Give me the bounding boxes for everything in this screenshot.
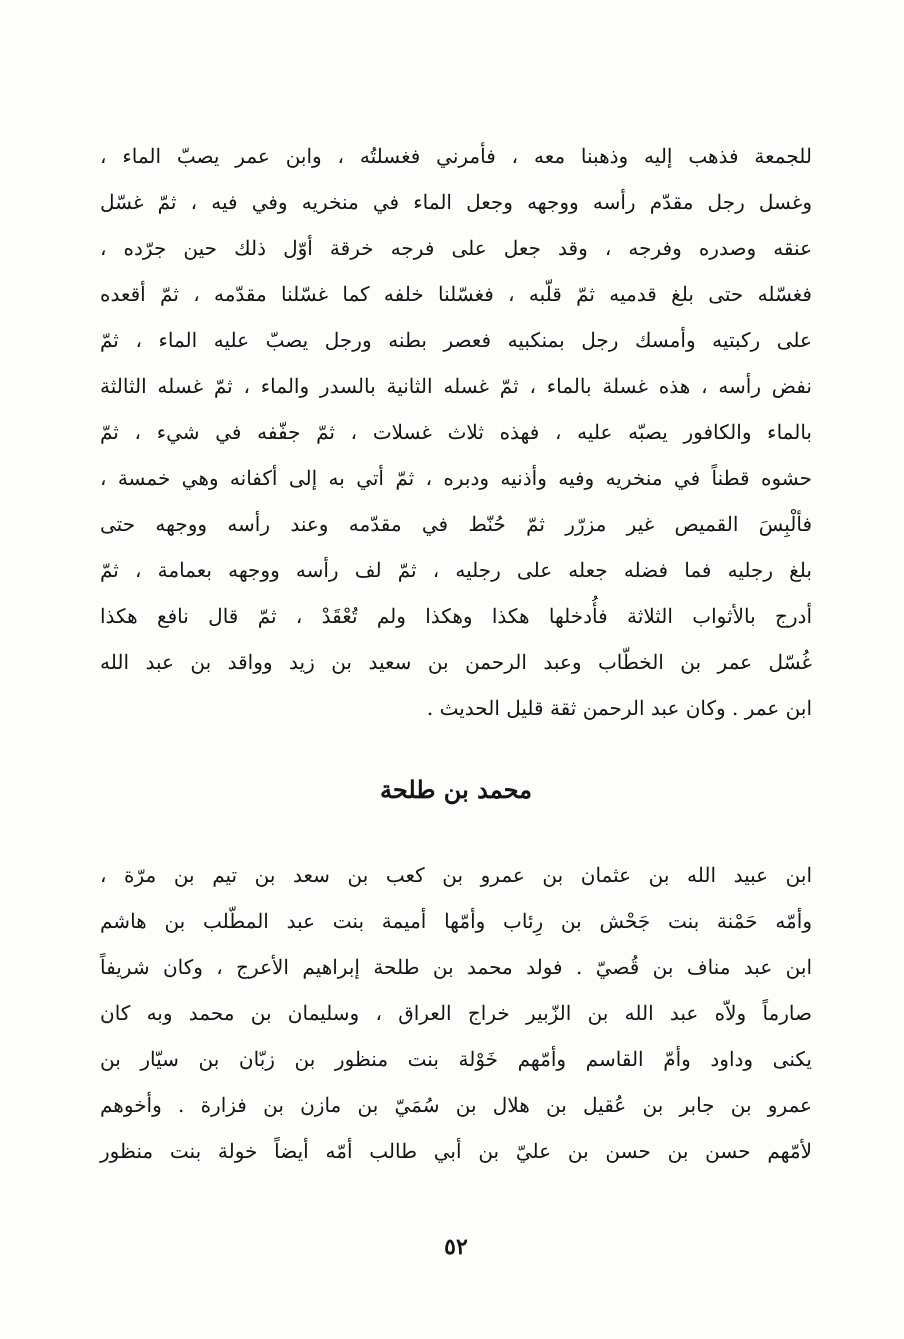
text-line: ابن عبيد الله بن عثمان بن عمرو بن كعب بن سعد بن تيم بن مرّة ،	[100, 863, 812, 887]
text-line: ابن عمر . وكان عبد الرحمن ثقة قليل الحديث .	[426, 696, 812, 720]
text-line: فغسّله حتى بلغ قدميه ثمّ قلّبه ، فغسّلنا خلفه كما غسّلنا مقدّمه ، ثمّ أقعده	[100, 282, 812, 306]
text-line: بلغ رجليه فما فضله جعله على رجليه ، ثمّ لف رأسه ووجهه بعمامة ، ثمّ	[100, 558, 812, 582]
text-line: وأمّه حَمْنة بنت جَحْش بن رِئاب وأمّها أميمة بنت عبد المطّلب بن هاشم	[100, 909, 812, 933]
text-line: وغسل رجل مقدّم رأسه ووجهه وجعل الماء في منخريه وفي فيه ، ثمّ غسّل	[100, 190, 812, 214]
text-line: يكنى وداود وأمّ القاسم وأمّهم خَوْلة بنت منظور بن زبّان بن سيّار بن	[100, 1047, 812, 1071]
text-line: على ركبتيه وأمسك رجل بمنكبيه فعصر بطنه ورجل يصبّ عليه الماء ، ثمّ	[100, 328, 812, 352]
section-heading: محمد بن طلحة	[380, 775, 532, 804]
text-line: غُسّل عمر بن الخطّاب وعبد الرحمن بن سعيد بن زيد وواقد بن عبد الله	[100, 650, 812, 674]
text-line: أدرج بالأثواب الثلاثة فأُدخلها هكذا وهكذا ولم تُعْقَدْ ، ثمّ قال نافع هكذا	[100, 604, 812, 628]
text-line: صارماً ولاّه عبد الله بن الزّبير خراج العراق ، وسليمان بن محمد وبه كان	[100, 1001, 812, 1025]
text-line: بالماء والكافور يصبّه عليه ، فهذه ثلاث غسلات ، ثمّ جفّفه في شيء ، ثمّ	[100, 420, 812, 444]
text-line: عمرو بن جابر بن عُقيل بن هلال بن سُمَيّ بن مازن بن فزارة . وأخوهم	[100, 1093, 812, 1117]
page-number: ٥٢	[444, 1234, 468, 1260]
text-line: فألْبِسَ القميص غير مزرّر ثمّ حُنّط في مقدّمه وعند رأسه ووجهه حتى	[100, 512, 812, 536]
text-line: نفض رأسه ، هذه غسلة بالماء ، ثمّ غسله الثانية بالسدر والماء ، ثمّ غسله الثالثة	[100, 374, 812, 398]
text-line: للجمعة فذهب إليه وذهبنا معه ، فأمرني فغسلتُه ، وابن عمر يصبّ الماء ،	[100, 144, 812, 168]
paragraph-biography	[100, 852, 812, 1174]
text-line: حشوه قطناً في منخريه وفيه وأذنيه ودبره ، ثمّ أتي به إلى أكفانه وهي خمسة ،	[100, 466, 812, 490]
text-line: عنقه وصدره وفرجه ، وقد جعل على فرجه خرقة أوّل ذلك حين جرّده ،	[100, 236, 812, 260]
text-line: ابن عبد مناف بن قُصيّ . فولد محمد بن طلحة إبراهيم الأعرج ، وكان شريفاً	[100, 955, 812, 979]
paragraph-continued	[100, 133, 812, 731]
text-line: لأمّهم حسن بن حسن بن عليّ بن أبي طالب أمّه أيضاً خولة بنت منظور	[100, 1139, 812, 1163]
